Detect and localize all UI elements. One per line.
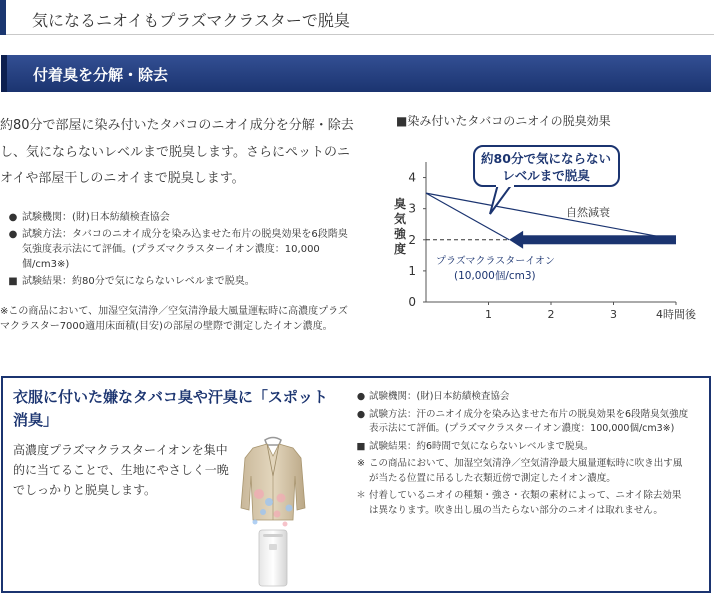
note-text: 試験方法：タバコのニオイ成分を染み込ませた布片の脱臭効果を6段階臭気強度表示法にて評価。(プラズマクラスターイオン濃度：10,000個/cm3※) — [22, 229, 348, 270]
callout-pointer — [490, 184, 512, 214]
y-axis-label-char: 強 — [393, 227, 407, 241]
note-text: この商品において、加湿空気清浄／空気清浄最大風量運転時に吹き出す風が当たる位置に吊るした衣類近傍で測定したイオン濃度。 — [369, 458, 683, 484]
test-note-org — [6, 210, 356, 225]
note-marker: ● — [356, 391, 366, 402]
spot-body: 高濃度プラズマクラスターイオンを集中的に当てることで、生地にやさしく一晩でしっかりと脱臭します。 — [13, 443, 229, 497]
deodorize-chart — [390, 112, 700, 330]
test-note-result — [6, 274, 356, 289]
section-banner — [1, 55, 711, 92]
intro-text: 約80分で部屋に染み付いたタバコのニオイ成分を分解・除去し、気にならないレベルまで脱臭します。さらにペットのニオイや部屋干しのニオイまで脱臭します。 — [0, 118, 354, 186]
chart-plot — [390, 112, 700, 330]
banner-accent — [1, 55, 7, 92]
series-plasma-sublabel: (10,000個/cm3) — [454, 270, 536, 282]
test-note-method — [6, 227, 356, 272]
footnote: ※この商品において、加湿空気清浄／空気清浄最大風量運転時に高濃度プラズマクラスター7000適用床面積(目安)の部屋の壁際で測定したイオン濃度。 — [0, 306, 348, 332]
y-tick-label: 2 — [408, 232, 416, 247]
y-tick-label: 3 — [408, 201, 416, 216]
note-marker: ● — [356, 408, 366, 420]
spot-note — [355, 440, 690, 455]
spot-note — [355, 457, 690, 486]
spot-note — [355, 408, 690, 437]
note-marker: ■ — [8, 276, 18, 287]
y-tick-label: 4 — [408, 170, 416, 185]
page-title: 気になるニオイもプラズマクラスターで脱臭 — [32, 11, 350, 30]
chart-title: ■染み付いたタバコのニオイの脱臭効果 — [396, 114, 611, 128]
spot-title: 衣服に付いた嫌なタバコ臭や汗臭に「スポット消臭」 — [13, 388, 328, 429]
section-title: 付着臭を分解・除去 — [33, 66, 169, 84]
spot-note — [355, 390, 690, 405]
note-text: 試験結果：約6時間で気にならないレベルまで脱臭。 — [369, 440, 594, 452]
series-natural-label: 自然減衰 — [566, 206, 610, 219]
note-marker: ● — [8, 229, 18, 240]
spot-test-notes — [355, 390, 690, 521]
series-plasma-arrowhead — [509, 231, 523, 249]
x-tick-label: 3 — [610, 308, 617, 321]
x-tick-label: 1 — [485, 308, 492, 321]
callout-text-line1: 約80分で気にならない — [481, 151, 611, 166]
callout-text-line2: レベルまで脱臭 — [502, 168, 590, 183]
spot-note — [355, 489, 690, 518]
header-accent-bar — [0, 0, 6, 35]
y-axis-label-char: 度 — [393, 242, 407, 256]
series-natural-line — [426, 193, 676, 240]
y-tick-label: 0 — [408, 295, 416, 309]
series-plasma-bar — [519, 235, 676, 244]
y-tick-label: 1 — [408, 263, 416, 278]
note-text: 付着しているニオイの種類・強さ・衣類の素材によって、ニオイ除去効果は異なります。吹き出し風の当たらない部分のニオイは取れません。 — [369, 490, 682, 516]
note-text: 試験機関：(財)日本紡績検査協会 — [22, 212, 170, 223]
note-text: 試験方法：汗のニオイ成分を染み込ませた布片の脱臭効果を6段階臭気強度表示法にて評価。(プラズマクラスターイオン濃度：100,000個/cm3※) — [369, 408, 689, 434]
x-tick-label: 2 — [547, 308, 555, 321]
y-axis-label-char: 臭 — [393, 197, 407, 211]
x-tick-label: 4時間後 — [656, 308, 696, 321]
note-marker: ■ — [356, 440, 366, 452]
note-marker: ● — [8, 212, 18, 223]
jacket-purifier-illustration — [235, 436, 311, 588]
series-plasma-label: プラズマクラスターイオン — [436, 256, 555, 267]
page-header — [0, 0, 714, 35]
note-marker: ＊ — [356, 490, 366, 501]
y-axis-label-char: 気 — [393, 212, 407, 226]
note-text: 試験結果：約80分で気にならないレベルまで脱臭。 — [22, 276, 255, 287]
note-text: 試験機関：(財)日本紡績検査協会 — [369, 391, 510, 402]
test-notes — [6, 210, 356, 291]
spot-deodorize-box — [1, 376, 711, 593]
note-marker: ※ — [357, 458, 365, 469]
